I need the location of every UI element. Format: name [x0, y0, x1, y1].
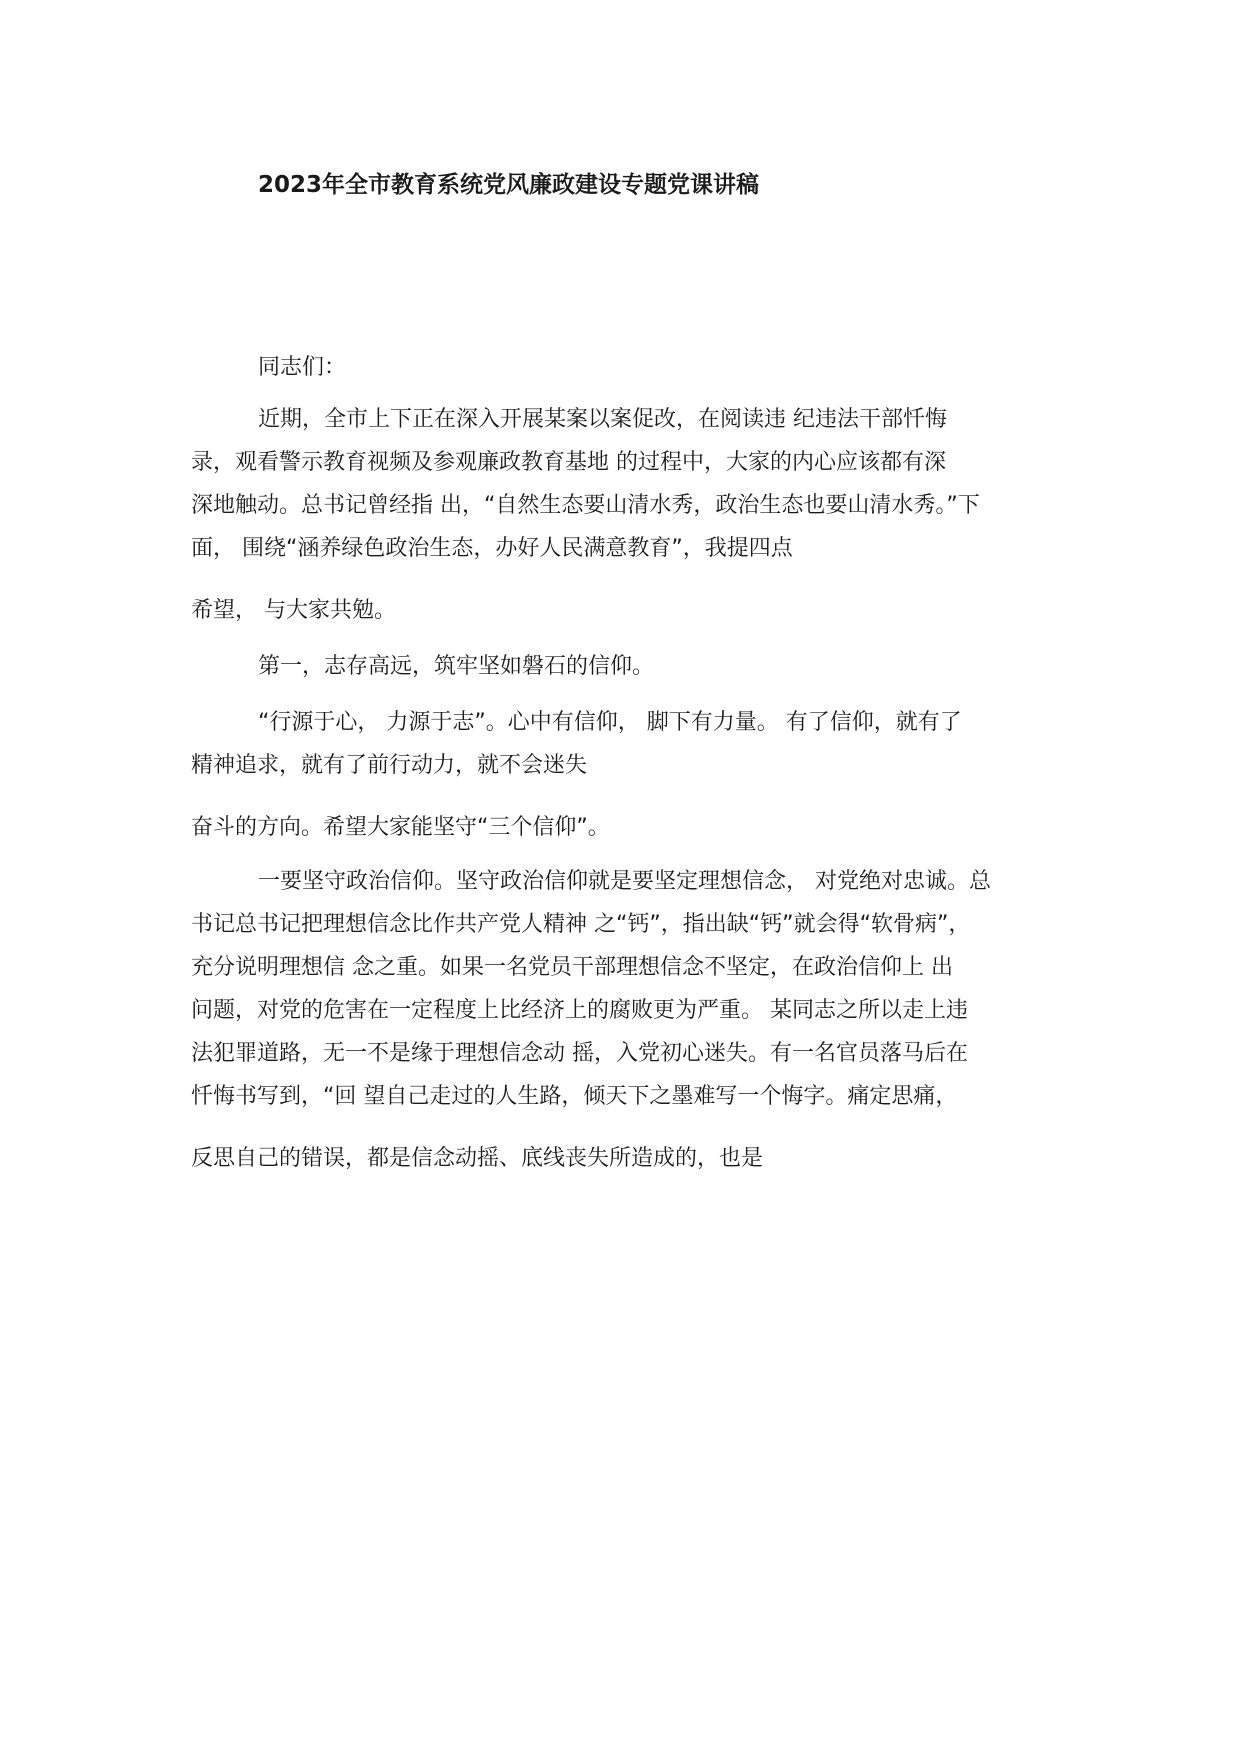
body-line: “行源于心， 力源于志”。心中有信仰， 脚下有力量。 有了信仰，就有了: [258, 710, 962, 735]
body-line: 精神追求，就有了前行动力，就不会迷失: [191, 753, 588, 778]
body-line: 面， 围绕“涵养绿色政治生态，办好人民满意教育”，我提四点: [191, 536, 793, 561]
body-line: 充分说明理想信 念之重。如果一名党员干部理想信念不坚定，在政治信仰上 出: [191, 955, 953, 980]
body-line: 近期，全市上下正在深入开展某案以案促改，在阅读违 纪违法干部忏悔: [258, 407, 947, 432]
body-line: 录，观看警示教育视频及参观廉政教育基地 的过程中，大家的内心应该都有深: [191, 450, 946, 475]
body-line: 希望， 与大家共勉。: [191, 598, 396, 623]
body-line: 问题，对党的危害在一定程度上比经济上的腐败更为严重。 某同志之所以走上违: [191, 998, 968, 1023]
body-line: 奋斗的方向。希望大家能坚守“三个信仰”。: [191, 815, 610, 840]
body-line: 反思自己的错误，都是信念动摇、底线丧失所造成的，也是: [191, 1146, 764, 1171]
body-line: 第一，志存高远，筑牢坚如磐石的信仰。: [258, 654, 655, 679]
body-line: 一要坚守政治信仰。坚守政治信仰就是要坚定理想信念， 对党绝对忠诚。总: [258, 869, 991, 894]
document-title: 2023年全市教育系统党风廉政建设专题党课讲稿: [258, 172, 760, 198]
body-line: 法犯罪道路，无一不是缘于理想信念动 摇，入党初心迷失。有一名官员落马后在: [191, 1041, 968, 1066]
body-line: 深地触动。总书记曾经指 出，“自然生态要山清水秀，政治生态也要山清水秀。”下: [191, 493, 980, 518]
body-line: 忏悔书写到，“回 望自己走过的人生路，倾天下之墨难写一个悔字。痛定思痛，: [191, 1084, 958, 1109]
body-line: 书记总书记把理想信念比作共产党人精神 之“钙”，指出缺“钙”就会得“软骨病”，: [191, 912, 971, 937]
body-line: 同志们：: [258, 355, 347, 380]
